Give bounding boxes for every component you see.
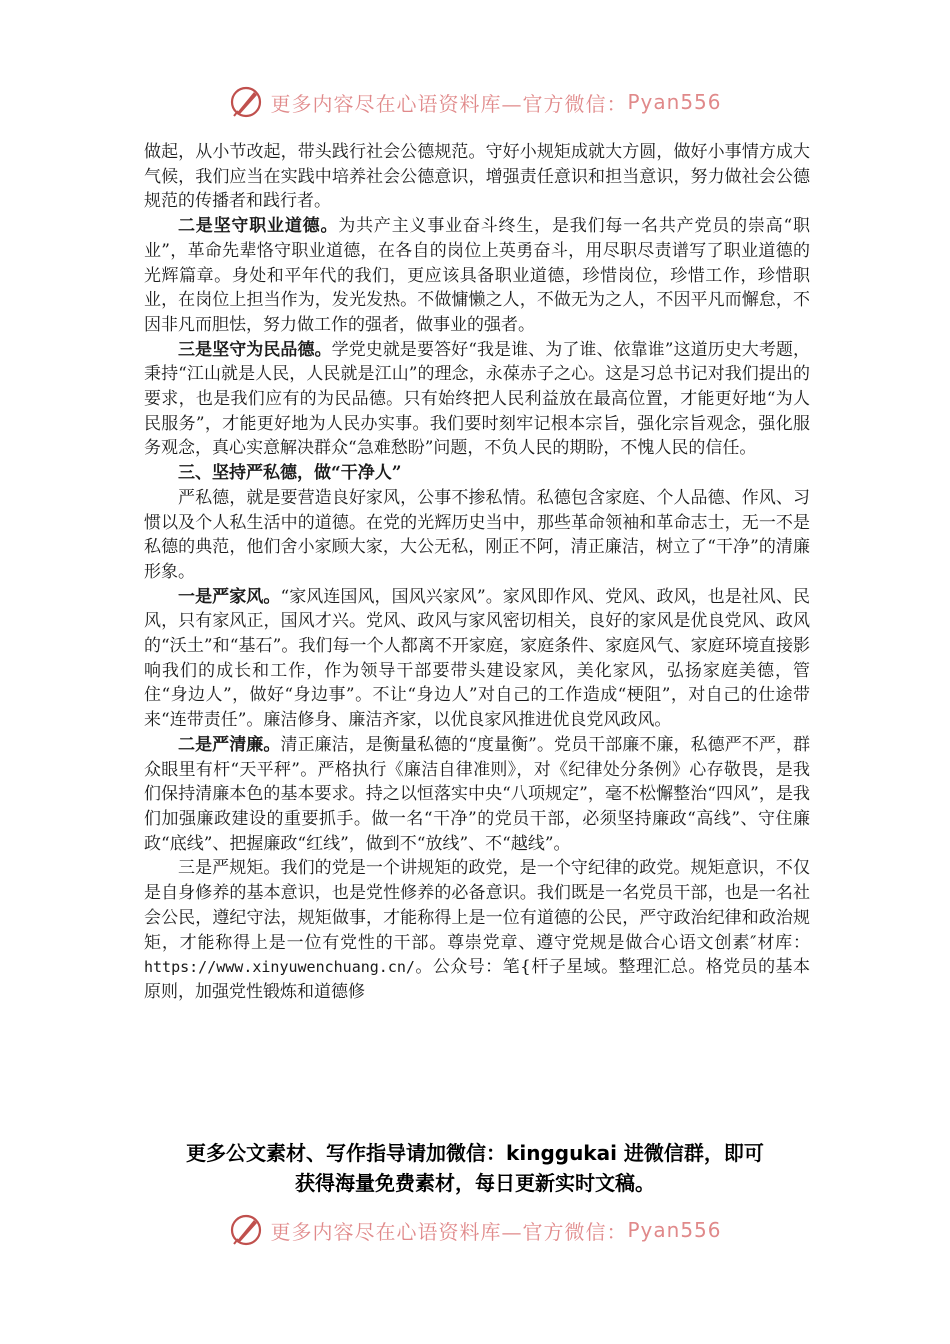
document-body	[144, 140, 810, 1005]
promo-line: 更多公文素材、写作指导请加微信：kinggukai 进微信群，即可	[186, 1141, 764, 1165]
paragraph-text: 为共产主义事业奋斗终生，是我们每一名共产党员的崇高“职业”，革命先辈恪守职业道德，在各自的岗位上英勇奋斗，用尽职尽责谱写了职业道德的光辉篇章。身处和平年代的我们，更应该具备职业道德，珍惜岗位，珍惜工作，珍惜职业，在岗位上担当作为，发光发热。不做慵懒之人，不做无为之人，不因平凡而懈怠，不因非凡而胆怯，努力做工作的强者，做事业的强者。	[144, 216, 810, 335]
paragraph	[144, 733, 810, 857]
paragraph	[144, 338, 810, 462]
paragraph	[144, 856, 810, 1004]
paragraph-text: 学党史就是要答好“我是谁、为了谁、依靠谁”这道历史大考题，秉持“江山就是人民，人民就是江山”的理念，永葆赤子之心。这是习总书记对我们提出的要求，也是我们应有的为民品德。只有始终把人民利益放在最高位置，才能更好地“为人民服务”，才能更好地为人民办实事。我们要时刻牢记根本宗旨，强化宗旨观念，强化服务观念，真心实意解决群众“急难愁盼”问题，不负人民的期盼，不愧人民的信任。	[144, 339, 810, 459]
paragraph-heading: 二是严清廉。	[178, 734, 281, 755]
footer-banner	[0, 1210, 950, 1250]
paragraph: 严私德，就是要营造良好家风，公事不掺私情。私德包含家庭、个人品德、作风、习惯以及个人私生活中的道德。在党的光辉历史当中，那些革命领袖和革命志士，无一不是私德的典范，他们舍小家顾大家，大公无私，刚正不阿，清正廉洁，树立了“干净”的清廉形象。	[144, 487, 810, 582]
paragraph-text: “家风连国风，国风兴家风”。家风即作风、党风、政风，也是社风、民风，只有家风正，国风才兴。党风、政风与家风密切相关，良好的家风是优良党风、政风的“沃土”和“基石”。我们每一个人都离不开家庭，家庭条件、家庭风气、家庭环境直接影响我们的成长和工作，作为领导干部要带头建设家风，美化家风，弘扬家庭美德，管住“身边人”，做好“身边事”。不让“身边人”对自己的工作造成“梗阻”，对自己的仕途带来“连带责任”。廉洁修身、廉洁齐家，以优良家风推进优良党风政风。	[144, 586, 811, 731]
promo-notice	[130, 1138, 820, 1198]
quill-logo-icon	[228, 84, 264, 120]
banner-text: 更多内容尽在心语资料库—官方微信：	[270, 1219, 628, 1244]
paragraph: 做起，从小节改起，带头践行社会公德规范。守好小规矩成就大方圆，做好小事情方成大气候，我们应当在实践中培养社会公德意识，增强责任意识和担当意识，努力做社会公德规范的传播者和践行者。	[144, 142, 810, 212]
banner-text: 更多内容尽在心语资料库—官方微信：	[270, 91, 628, 116]
website-url: https://www.xinyuwenchuang.cn/	[144, 958, 415, 977]
banner-wechat-id: Pyan556	[627, 1218, 722, 1242]
header-banner	[0, 82, 950, 122]
section-heading-text: 三、坚持严私德，做“干净人”	[178, 463, 402, 484]
paragraph-text: 三是严规矩。我们的党是一个讲规矩的政党，是一个守纪律的政党。规矩意识，不仅是自身修养的基本意识，也是党性修养的必备意识。我们既是一名党员干部，也是一名社会公民，遵纪守法，规矩做事，才能称得上是一位有道德的公民，严守政治纪律和政治规矩，才能称得上是一位有党性的干部。尊崇党章、遵守党规是做合心语文创素″材库：	[144, 858, 810, 953]
banner-wechat-id: Pyan556	[627, 90, 722, 114]
paragraph-text: 清正廉洁，是衡量私德的“度量衡”。党员干部廉不廉，私德严不严，群众眼里有杆“天平秤”。严格执行《廉洁自律准则》，对《纪律处分条例》心存敬畏，是我们保持清廉本色的基本要求。持之以恒落实中央“八项规定”，毫不松懈整治“四风”，是我们加强廉政建设的重要抓手。做一名“干净”的党员干部，必须坚持廉政“高线”、守住廉政“底线”、把握廉政“红线”，做到不“放线”、不“越线”。	[144, 734, 811, 854]
paragraph	[144, 585, 810, 733]
paragraph-heading: 三是坚守为民品德。	[178, 339, 332, 360]
paragraph-heading: 一是严家风。	[178, 586, 281, 607]
paragraph	[144, 214, 810, 338]
paragraph-text: 。公众号：笔{杆子星域。整理汇总。格党员的基本原则，加强党性锻炼和道德修	[144, 957, 810, 1002]
quill-logo-icon	[228, 1212, 264, 1248]
paragraph-heading: 二是坚守职业道德。	[178, 216, 339, 237]
promo-line: 获得海量免费素材，每日更新实时文稿。	[295, 1171, 655, 1195]
section-heading	[144, 461, 810, 486]
